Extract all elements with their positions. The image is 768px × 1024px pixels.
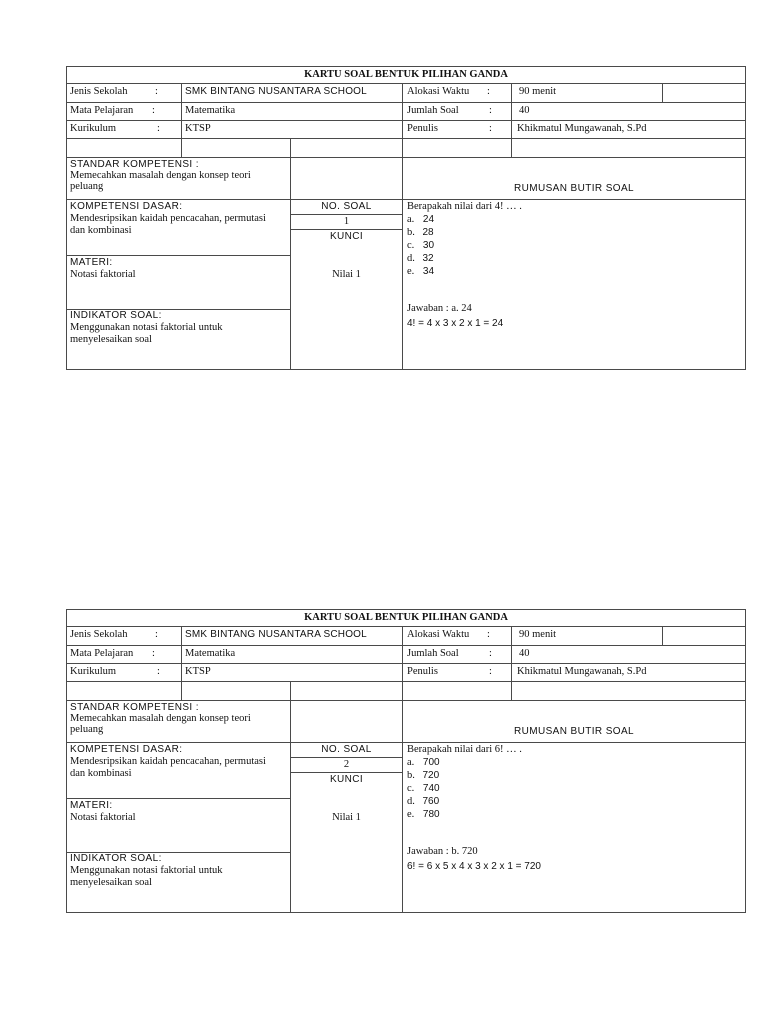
label-rumusan-butir-soal: RUMUSAN BUTIR SOAL [514,726,634,737]
table-rule [181,626,182,682]
colon: : [157,123,160,134]
table-rule [67,199,745,200]
answer-working: 6! = 6 x 5 x 4 x 3 x 2 x 1 = 720 [407,861,541,872]
text-indikator-soal: Menggunakan notasi faktorial untuk menyelesaikan soal [70,865,223,888]
question-card-2 [66,609,746,913]
label-mata-pelajaran: Mata Pelajaran [70,648,134,659]
option-e: e. 34 [407,266,435,277]
table-rule [67,120,745,121]
colon: : [155,629,158,640]
colon: : [489,105,492,116]
table-rule [67,138,745,139]
label-materi: MATERI: [70,800,113,811]
table-rule [402,626,403,913]
colon: : [152,105,155,116]
value-penulis: Khikmatul Mungawanah, S.Pd [517,666,647,677]
option-c: c. 30 [407,240,435,251]
option-a: a. 700 [407,757,440,768]
table-rule [67,798,291,799]
answer-key: Jawaban : b. 720 [407,846,478,857]
card-title: KARTU SOAL BENTUK PILIHAN GANDA [304,69,508,80]
table-rule [181,83,182,139]
text-kompetensi-dasar: Mendesripsikan kaidah pencacahan, permutasi dan kombinasi [70,756,266,779]
table-rule [290,772,402,773]
value-nilai: Nilai 1 [332,812,361,823]
table-rule [67,645,745,646]
value-no-soal: 2 [343,759,350,770]
label-kurikulum: Kurikulum [70,123,117,134]
table-rule [67,663,745,664]
label-no-soal: NO. SOAL [321,201,372,212]
value-mata-pelajaran: Matematika [185,648,236,659]
table-rule [290,681,291,913]
value-jumlah-soal: 40 [519,648,530,659]
label-kunci: KUNCI [329,231,364,242]
colon: : [489,123,492,134]
table-rule [290,138,291,370]
colon: : [155,86,158,97]
table-rule [67,83,745,84]
label-kunci: KUNCI [329,774,364,785]
option-b: b. 28 [407,227,434,238]
label-rumusan-butir-soal: RUMUSAN BUTIR SOAL [514,183,634,194]
value-mata-pelajaran: Matematika [185,105,236,116]
table-rule [67,700,745,701]
value-penulis: Khikmatul Mungawanah, S.Pd [517,123,647,134]
text-standar-kompetensi: Memecahkan masalah dengan konsep teori peluang [70,713,251,735]
table-rule [511,83,512,158]
table-rule [67,626,745,627]
card-title: KARTU SOAL BENTUK PILIHAN GANDA [304,612,508,623]
value-kurikulum: KTSP [185,123,211,134]
value-alokasi-waktu: 90 menit [519,86,557,97]
table-rule [511,626,512,701]
colon: : [152,648,155,659]
colon: : [487,629,490,640]
option-c: c. 740 [407,783,440,794]
table-rule [290,757,402,758]
label-penulis: Penulis [407,123,438,134]
table-rule [67,681,745,682]
question-text: Berapakah nilai dari 4! … . [407,201,522,212]
label-alokasi-waktu: Alokasi Waktu [407,86,470,97]
option-a: a. 24 [407,214,435,225]
value-nilai: Nilai 1 [332,269,361,280]
label-standar-kompetensi: STANDAR KOMPETENSI : [70,159,199,170]
colon: : [487,86,490,97]
label-jumlah-soal: Jumlah Soal [407,648,459,659]
question-text: Berapakah nilai dari 6! … . [407,744,522,755]
answer-working: 4! = 4 x 3 x 2 x 1 = 24 [407,318,504,329]
table-rule [67,255,291,256]
label-materi: MATERI: [70,257,113,268]
text-kompetensi-dasar: Mendesripsikan kaidah pencacahan, permutasi dan kombinasi [70,213,266,236]
table-rule [662,626,663,645]
text-materi: Notasi faktorial [70,812,136,823]
option-d: d. 760 [407,796,440,807]
label-kurikulum: Kurikulum [70,666,117,677]
label-jumlah-soal: Jumlah Soal [407,105,459,116]
label-indikator-soal: INDIKATOR SOAL: [70,310,162,321]
label-kompetensi-dasar: KOMPETENSI DASAR: [70,201,183,212]
table-rule [181,681,182,701]
table-rule [67,102,745,103]
label-no-soal: NO. SOAL [321,744,372,755]
option-d: d. 32 [407,253,434,264]
label-alokasi-waktu: Alokasi Waktu [407,629,470,640]
table-rule [290,214,402,215]
label-indikator-soal: INDIKATOR SOAL: [70,853,162,864]
value-jumlah-soal: 40 [519,105,530,116]
value-jenis-sekolah: SMK BINTANG NUSANTARA SCHOOL [185,629,367,640]
text-indikator-soal: Menggunakan notasi faktorial untuk menyelesaikan soal [70,322,223,345]
table-rule [290,229,402,230]
label-standar-kompetensi: STANDAR KOMPETENSI : [70,702,199,713]
colon: : [157,666,160,677]
label-jenis-sekolah: Jenis Sekolah [70,86,128,97]
option-e: e. 780 [407,809,440,820]
colon: : [489,666,492,677]
table-rule [181,138,182,158]
option-b: b. 720 [407,770,440,781]
table-rule [402,83,403,370]
value-jenis-sekolah: SMK BINTANG NUSANTARA SCHOOL [185,86,367,97]
question-card-1 [66,66,746,370]
table-rule [67,157,745,158]
colon: : [489,648,492,659]
text-materi: Notasi faktorial [70,269,136,280]
label-kompetensi-dasar: KOMPETENSI DASAR: [70,744,183,755]
text-standar-kompetensi: Memecahkan masalah dengan konsep teori peluang [70,170,251,192]
value-no-soal: 1 [343,216,350,227]
answer-key: Jawaban : a. 24 [407,303,472,314]
value-alokasi-waktu: 90 menit [519,629,557,640]
value-kurikulum: KTSP [185,666,211,677]
label-jenis-sekolah: Jenis Sekolah [70,629,128,640]
label-mata-pelajaran: Mata Pelajaran [70,105,134,116]
table-rule [67,742,745,743]
table-rule [662,83,663,102]
label-penulis: Penulis [407,666,438,677]
